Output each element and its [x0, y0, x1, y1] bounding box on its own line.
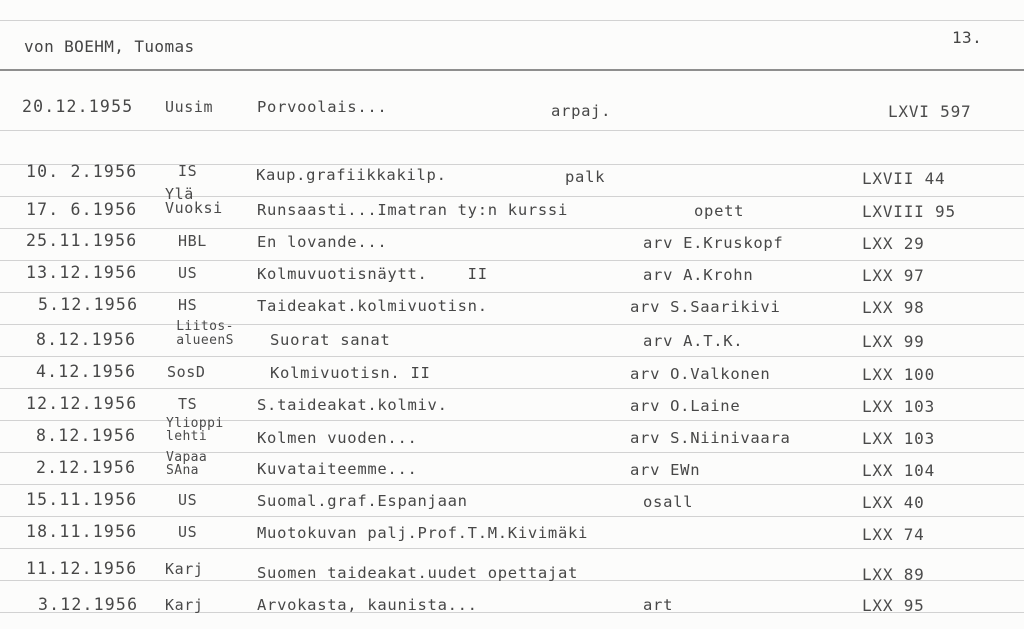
entry-note: arv S.Niinivaara: [630, 429, 791, 447]
entry-title: Suomal.graf.Espanjaan: [257, 492, 468, 510]
entry-ref: LXX 98: [862, 298, 925, 317]
card-rule: [0, 452, 1024, 453]
entry-date: 11.12.1956: [26, 559, 138, 578]
entry-ref: LXX 89: [862, 565, 925, 584]
card-rule: [0, 548, 1024, 549]
entry-ref: LXX 74: [862, 525, 925, 544]
entry-source: US: [178, 491, 198, 509]
entry-date: 8.12.1956: [36, 426, 137, 445]
entry-date: 20.12.1955: [22, 97, 134, 116]
entry-ref: LXVII 44: [862, 169, 946, 188]
entry-title: Muotokuvan palj.Prof.T.M.Kivimäki: [257, 524, 589, 542]
entry-date: 25.11.1956: [26, 231, 138, 250]
entry-note: arv A.T.K.: [643, 332, 744, 350]
entry-source: Liitos- alueenS: [176, 319, 234, 348]
entry-title: Porvoolais...: [257, 98, 388, 116]
entry-title: Arvokasta, kaunista...: [257, 596, 478, 614]
entry-ref: LXX 40: [862, 493, 925, 512]
entry-date: 13.12.1956: [26, 263, 138, 282]
entry-ref: LXX 99: [862, 332, 925, 351]
entry-title: Kolmivuotisn. II: [270, 364, 431, 382]
card-page-number: 13.: [952, 28, 983, 47]
entry-date: 12.12.1956: [26, 394, 138, 413]
entry-ref: LXX 29: [862, 234, 925, 253]
entry-ref: LXVI 597: [888, 102, 972, 121]
entry-date: 18.11.1956: [26, 522, 138, 541]
entry-ref: LXVIII 95: [862, 202, 956, 221]
entry-title: En lovande...: [257, 233, 388, 251]
entry-ref: LXX 104: [862, 461, 936, 480]
entry-ref: LXX 103: [862, 397, 936, 416]
entry-title: Kolmen vuoden...: [257, 429, 418, 447]
entry-note: opett: [694, 202, 745, 220]
entry-title: Taideakat.kolmivuotisn.: [257, 297, 488, 315]
card-rule: [0, 484, 1024, 485]
entry-title: Suomen taideakat.uudet opettajat: [257, 564, 579, 582]
entry-ref: LXX 100: [862, 365, 936, 384]
entry-note: arv O.Valkonen: [630, 365, 771, 383]
card-rule: [0, 130, 1024, 131]
entry-note: palk: [565, 168, 606, 186]
entry-ref: LXX 95: [862, 596, 925, 615]
card-rule: [0, 356, 1024, 357]
card-rule: [0, 228, 1024, 229]
entry-title: Suorat sanat: [270, 331, 391, 349]
entry-source: Ylä Vuoksi: [165, 185, 223, 217]
entry-source: Ylioppi lehti: [166, 416, 224, 444]
entry-ref: LXX 103: [862, 429, 936, 448]
card-name: von BOEHM, Tuomas: [24, 37, 195, 56]
entry-source: Vapaa SAna: [166, 450, 208, 478]
entry-title: Kolmuvuotisnäytt. II: [257, 265, 488, 283]
card-rule: [0, 260, 1024, 261]
card-rule: [0, 388, 1024, 389]
entry-source: Uusim: [165, 98, 214, 116]
entry-note: osall: [643, 493, 694, 511]
entry-note: arv A.Krohn: [643, 266, 754, 284]
entry-date: 15.11.1956: [26, 490, 138, 509]
card-rule: [0, 164, 1024, 165]
entry-source: US: [178, 264, 198, 282]
entry-title: Kaup.grafiikkakilp.: [256, 166, 447, 184]
card-rule: [0, 324, 1024, 325]
entry-title: S.taideakat.kolmiv.: [257, 396, 448, 414]
entry-note: arv EWn: [630, 461, 701, 479]
entry-note: arv E.Kruskopf: [643, 234, 784, 252]
entry-source: Karj: [165, 560, 204, 578]
entry-source: HBL: [178, 232, 207, 250]
entry-source: US: [178, 523, 198, 541]
entry-source: HS: [178, 296, 198, 314]
entry-date: 10. 2.1956: [26, 162, 138, 181]
entry-date: 4.12.1956: [36, 362, 137, 381]
entry-note: arv O.Laine: [630, 397, 741, 415]
entry-title: Kuvataiteemme...: [257, 460, 418, 478]
entry-date: 2.12.1956: [36, 458, 137, 477]
card-rule: [0, 420, 1024, 421]
entry-note: arv S.Saarikivi: [630, 298, 781, 316]
card-rule: [0, 20, 1024, 21]
entry-note: art: [643, 596, 674, 614]
card-rule: [0, 292, 1024, 293]
entry-note: arpaj.: [551, 102, 612, 120]
card-rule: [0, 516, 1024, 517]
entry-title: Runsaasti...Imatran ty:n kurssi: [257, 201, 568, 219]
card-rule: [0, 196, 1024, 197]
entry-source: SosD: [167, 363, 206, 381]
entry-date: 3.12.1956: [38, 595, 139, 614]
entry-date: 5.12.1956: [38, 295, 139, 314]
entry-date: 17. 6.1956: [26, 200, 138, 219]
entry-source: IS: [178, 162, 198, 180]
entry-ref: LXX 97: [862, 266, 925, 285]
entry-source: Karj: [165, 596, 204, 614]
entry-date: 8.12.1956: [36, 330, 137, 349]
header-rule: [0, 69, 1024, 71]
entry-source: TS: [178, 395, 198, 413]
